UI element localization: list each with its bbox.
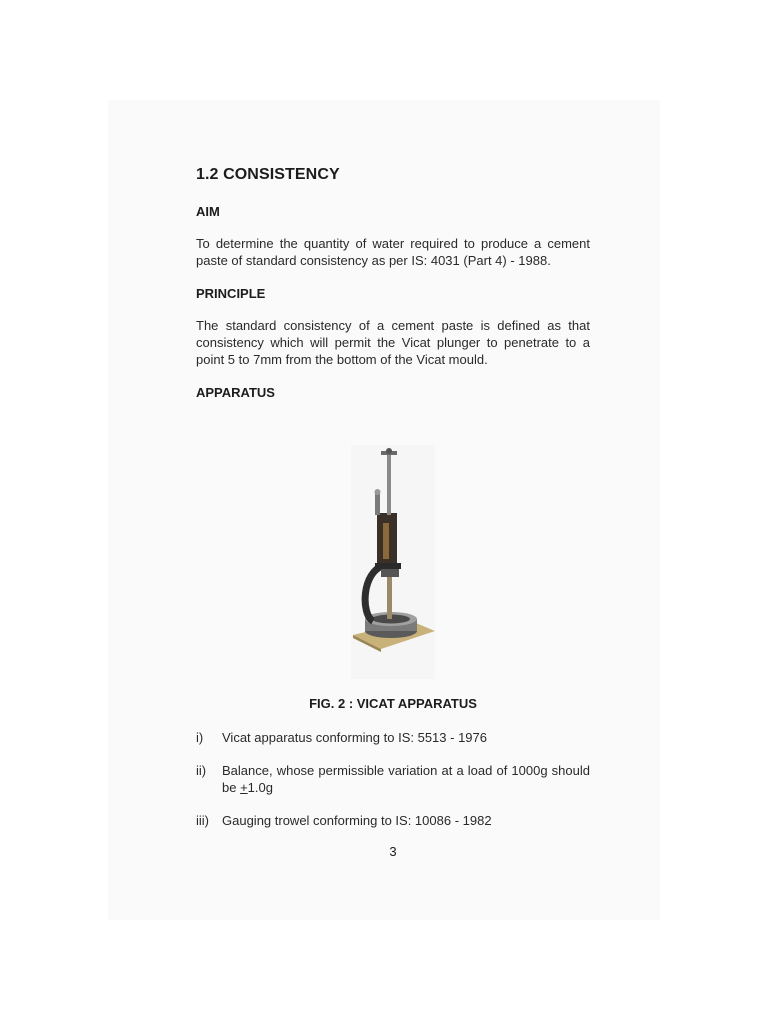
balance-text-start: Balance, whose permissible variation at a load of 1000g should be [222,763,590,795]
list-item [196,762,590,796]
list-item-number: i) [196,730,204,745]
principle-text: The standard consistency of a cement paste is defined as that consistency which will permit the Vicat plunger to penetrate to a point 5 to 7mm from the bottom of the Vicat mould. [196,318,590,367]
principle-heading: PRINCIPLE [196,286,266,301]
apparatus-heading: APPARATUS [196,385,275,400]
aim-text: To determine the quantity of water required to produce a cement paste of standard consistency as per IS: 4031 (Part 4) - 1988. [196,236,590,268]
figure-caption: FIG. 2 : VICAT APPARATUS [309,696,477,711]
page-number: 3 [389,844,397,859]
list-item-number: ii) [196,763,207,778]
list-item-text: Vicat apparatus conforming to IS: 5513 - 1976 [222,730,487,745]
list-item-text: Gauging trowel conforming to IS: 10086 - 1982 [222,813,492,828]
list-item-text [222,762,590,796]
balance-tolerance: 1.0g [247,780,273,795]
aim-heading: AIM [196,204,220,219]
plus-minus-sign: + [240,780,248,795]
vicat-apparatus-image [351,445,435,679]
section-title: 1.2 CONSISTENCY [196,166,340,183]
list-item-number: iii) [196,813,209,828]
